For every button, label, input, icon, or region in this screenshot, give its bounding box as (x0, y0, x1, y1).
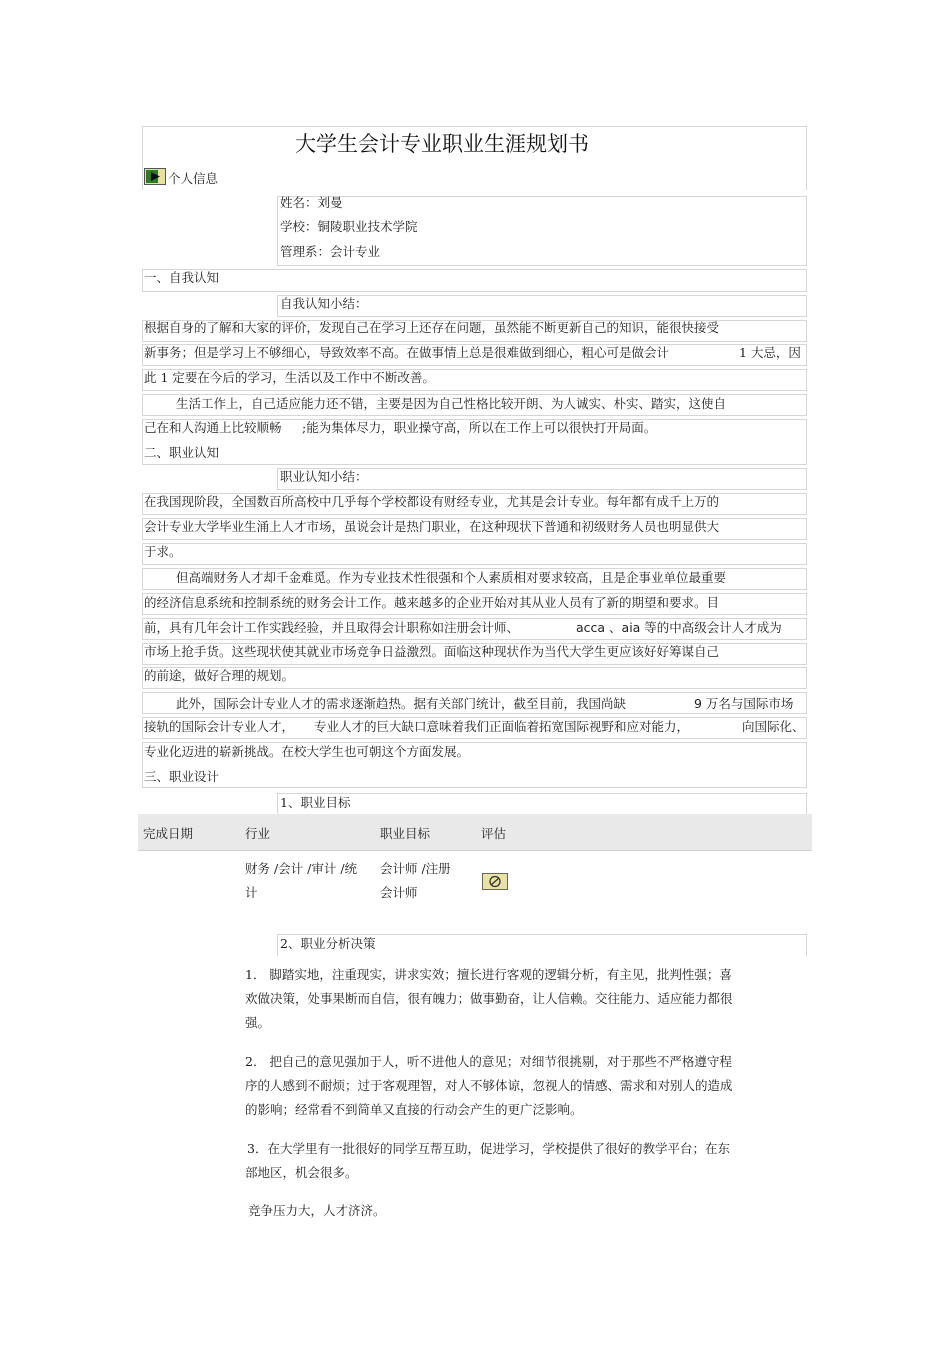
s2-line-4: 但高端财务人才却千金难觅。作为专业技术性很强和个人素质相对要求较高，且是企事业单位最重要 (176, 570, 727, 585)
s2-line-11: 专业化迈进的崭新挑战。在校大学生也可朝这个方面发展。 (144, 744, 470, 759)
s2-line-6: 前，具有几年会计工作实践经验，并且取得会计职称如注册会计师、 (144, 620, 520, 635)
p1-line-1: 1． 脚踏实地，注重现实，讲求实效；擅长进行客观的逻辑分析，有主见，批判性强；喜 (245, 967, 732, 982)
p1-line-2: 欢做决策，处事果断而自信，很有魄力；做事勤奋，让人信赖。交往能力、适应能力都很 (245, 991, 733, 1006)
s1-line-2b: 1 大忌，因 (739, 345, 801, 360)
s2-line-7: 市场上抢手货。这些现状使其就业市场竞争日益激烈。面临这种现状作为当代大学生更应该好好筹谋自己 (144, 644, 720, 659)
p4-line: 竞争压力大，人才济济。 (248, 1203, 386, 1218)
s2-line-6b: acca 、aia 等的中高级会计人才成为 (576, 620, 782, 635)
goal-box (277, 793, 807, 815)
s2-row-box (142, 543, 807, 565)
s2-line-2: 会计专业大学毕业生涌上人才市场，虽说会计是热门职业，在这种现状下普通和初级财务人员也明显供大 (144, 519, 720, 534)
goal-cell-2: 会计师 (380, 885, 418, 900)
p1-line-3: 强。 (245, 1015, 271, 1030)
summary2-label: 职业认知小结： (280, 469, 368, 484)
section1-heading-box (142, 269, 807, 292)
dept-field: 管理系：会计专业 (280, 244, 381, 259)
section3-heading: 三、职业设计 (144, 769, 220, 784)
school-field: 学校：铜陵职业技术学院 (280, 219, 418, 234)
p2-line-1: 2． 把自己的意见强加于人，听不进他人的意见；对细节很挑剔，对于那些不严格遵守程 (245, 1054, 732, 1069)
col-industry: 行业 (245, 826, 271, 841)
summary1-label: 自我认知小结： (280, 296, 368, 311)
p3-line-2: 部地区，机会很多。 (245, 1165, 358, 1180)
arrow-icon (144, 168, 166, 185)
s2-line-10b: 专业人才的巨大缺口意味着我们正面临着拓宽国际视野和应对能力， (314, 719, 690, 734)
goal-cell-1: 会计师 /注册 (380, 861, 451, 876)
p2-line-2: 序的人感到不耐烦；过于客观理智，对人不够体谅，忽视人的情感、需求和对别人的造成 (245, 1078, 733, 1093)
evaluate-icon[interactable] (482, 873, 508, 890)
s1-line-2: 新事务；但是学习上不够细心，导致效率不高。在做事情上总是很难做到细心，粗心可是做会计 (144, 345, 670, 360)
p3-line-1: 3．在大学里有一批很好的同学互帮互助，促进学习，学校提供了很好的教学平台；在东 (247, 1141, 730, 1156)
industry-cell-1: 财务 /会计 /审计 /统 (245, 861, 358, 876)
s1-line-3: 此 1 定要在今后的学习，生活以及工作中不断改善。 (144, 370, 435, 385)
s1-line-4: 生活工作上，自己适应能力还不错，主要是因为自己性格比较开朗、为人诚实、朴实、踏实，这使自 (176, 396, 727, 411)
s1-line-5: 己在和人沟通上比较顺畅 (144, 420, 282, 435)
s2-line-3: 于求。 (144, 544, 182, 559)
s1-line-5b: ;能为集体尽力，职业操守高，所以在工作上可以很快打开局面。 (302, 420, 657, 435)
col-eval: 评估 (481, 826, 507, 841)
industry-cell-2: 计 (245, 885, 258, 900)
name-field: 姓名：刘曼 (280, 195, 343, 210)
s2-line-10: 接轨的国际会计专业人才， (144, 719, 295, 734)
col-goal: 职业目标 (380, 826, 431, 841)
s2-line-8: 的前途，做好合理的规划。 (144, 668, 295, 683)
analysis-label: 2、职业分析决策 (280, 936, 376, 951)
s2-line-5: 的经济信息系统和控制系统的财务会计工作。越来越多的企业开始对其从业人员有了新的期望和要求。目 (144, 595, 720, 610)
table-header (138, 814, 812, 851)
s2-line-9: 此外，国际会计专业人才的需求逐渐趋热。据有关部门统计，截至目前，我国尚缺 (176, 696, 627, 711)
col-date: 完成日期 (143, 826, 194, 841)
s2-line-1: 在我国现阶段，全国数百所高校中几乎每个学校都设有财经专业，尤其是会计专业。每年都有成千上万的 (144, 494, 720, 509)
s2-line-9b: 9 万名与国际市场 (694, 696, 794, 711)
goal-label: 1、职业目标 (280, 795, 351, 810)
s2-line-10c: 向国际化、 (742, 719, 805, 734)
personal-heading: 个人信息 (168, 171, 219, 186)
page-title: 大学生会计专业职业生涯规划书 (295, 132, 589, 156)
s1-line-1: 根据自身的了解和大家的评价，发现自己在学习上还存在问题，虽然能不断更新自己的知识，能很快接受 (144, 320, 720, 335)
p2-line-3: 的影响；经常看不到简单又直接的行动会产生的更广泛影响。 (245, 1102, 583, 1117)
section1-heading: 一、自我认知 (144, 270, 220, 285)
section2-heading: 二、职业认知 (144, 445, 220, 460)
